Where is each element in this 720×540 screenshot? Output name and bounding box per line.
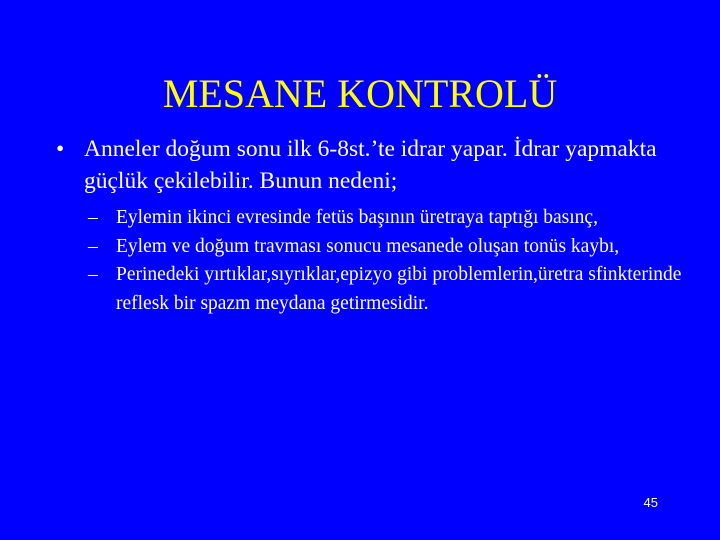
dash-marker: – xyxy=(88,264,98,285)
sub-bullet-item xyxy=(88,261,688,318)
sub-bullet-text: Eylem ve doğum travması sonucu mesanede oluşan tonüs kaybı, xyxy=(116,235,620,257)
dash-marker: – xyxy=(88,235,98,257)
sub-bullet-list xyxy=(88,204,688,318)
bullet-item xyxy=(56,133,686,197)
page-number: 45 xyxy=(643,495,658,510)
slide-title: MESANE KONTROLÜ xyxy=(162,71,558,116)
dash-marker: – xyxy=(88,207,98,228)
sub-bullet-item xyxy=(88,204,688,233)
sub-bullet-text: Eylemin ikinci evresinde fetüs başının üretraya taptığı basınç, xyxy=(116,207,598,228)
sub-bullet-text: Perinedeki yırtıklar,sıyrıklar,epizyo gibi problemlerin,üretra sfinkterinde reflesk bir spazm meydana getirmesidir. xyxy=(116,264,682,314)
sub-bullet-item xyxy=(88,233,688,262)
bullet-marker: • xyxy=(56,136,65,162)
bullet-text: Anneler doğum sonu ilk 6-8st.’te idrar yapar. İdrar yapmakta güçlük çekilebilir. Bunun nedeni; xyxy=(84,136,657,194)
